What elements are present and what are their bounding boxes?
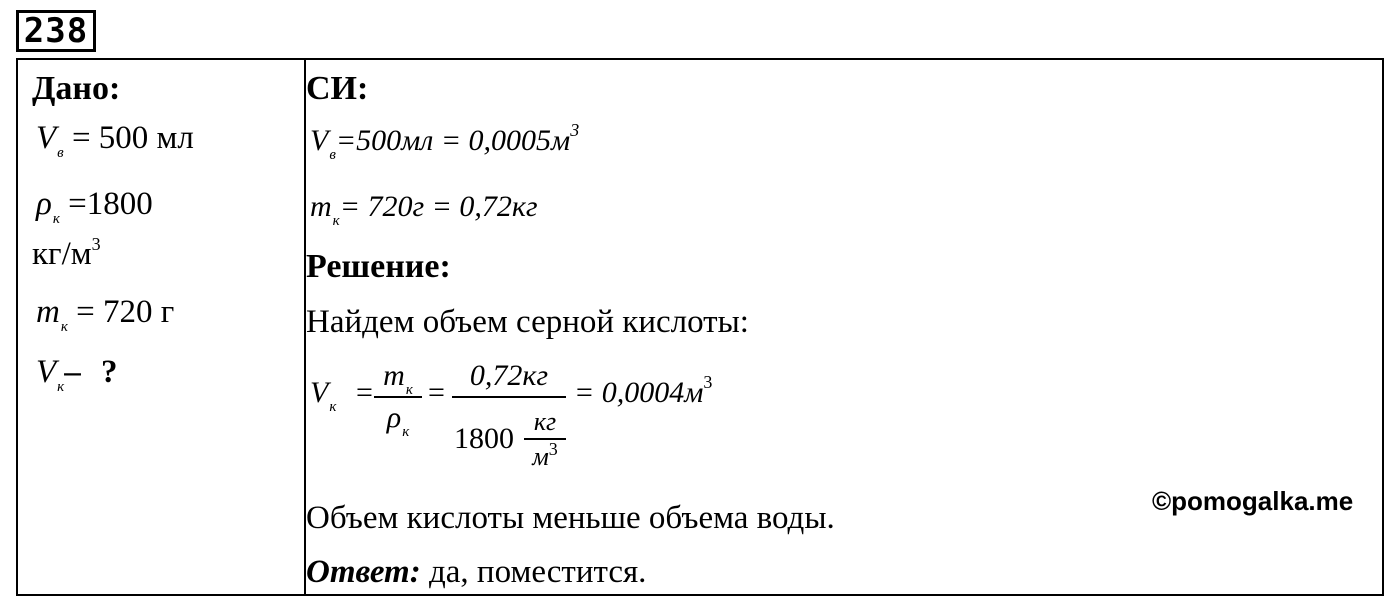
watermark: ©pomogalka.me — [1152, 486, 1354, 516]
fraction-unit — [524, 406, 566, 474]
fraction-bar — [452, 396, 566, 398]
subscript: в — [329, 147, 336, 163]
formula-eq2: = — [428, 376, 445, 409]
value: = 720 г — [76, 294, 175, 330]
superscript: 3 — [570, 120, 580, 140]
unit: кг/м — [32, 236, 92, 272]
subscript: к — [52, 211, 60, 227]
symbol: V — [36, 354, 57, 390]
answer — [306, 554, 646, 591]
numerator: 0,72кг — [469, 359, 549, 392]
si-line-mass — [310, 190, 538, 229]
formula-result: = $0,0004м^3$ — [574, 372, 713, 409]
superscript: 3 — [91, 234, 101, 254]
subscript: к — [57, 379, 65, 395]
symbol: V — [310, 376, 329, 409]
given-find — [36, 354, 118, 395]
subscript: к — [60, 319, 68, 335]
subscript: к — [332, 213, 340, 229]
answer-label: Ответ: — [306, 554, 421, 590]
conclusion: Объем кислоты меньше объема воды. — [306, 500, 835, 536]
fraction-m-over-rho — [374, 356, 422, 438]
solution-intro: Найдем объем серной кислоты: — [306, 304, 749, 340]
given-v-water — [36, 120, 194, 161]
value: =500мл = 0,0005м — [335, 124, 571, 157]
unit-numerator: кг — [533, 407, 557, 436]
subscript: к — [329, 399, 337, 415]
given-m-acid — [36, 294, 175, 335]
si-line-volume — [310, 120, 580, 163]
given-heading: Дано: — [32, 70, 121, 107]
solution-heading: Решение: — [306, 248, 451, 285]
denominator-coefficient: 1800 — [454, 422, 514, 455]
formula-eq1: = — [356, 376, 373, 409]
value: = 720г = 0,72кг — [339, 190, 538, 223]
symbol: m — [36, 294, 60, 330]
given-rho-acid — [36, 186, 153, 227]
value: = 500 мл — [71, 120, 194, 156]
symbol: V — [310, 124, 329, 157]
problem-number: 238 — [16, 10, 96, 52]
symbol: V — [36, 120, 57, 156]
value: =1800 — [68, 186, 153, 222]
symbol: m — [310, 190, 332, 223]
unit-denominator: $м^3$ — [532, 439, 558, 471]
answer-text: да, поместится. — [420, 554, 647, 590]
numerator: $m_к$ — [383, 359, 413, 398]
question-mark: ? — [100, 354, 118, 390]
given-rho-unit — [32, 236, 101, 273]
denominator: $\rho_к$ — [386, 401, 410, 440]
dash: – — [64, 354, 81, 390]
symbol: ρ — [36, 186, 52, 222]
subscript: в — [57, 145, 64, 161]
fraction-main — [452, 356, 566, 398]
si-heading: СИ: — [306, 70, 369, 107]
formula-lhs — [310, 376, 337, 415]
solution-table — [16, 58, 1384, 596]
